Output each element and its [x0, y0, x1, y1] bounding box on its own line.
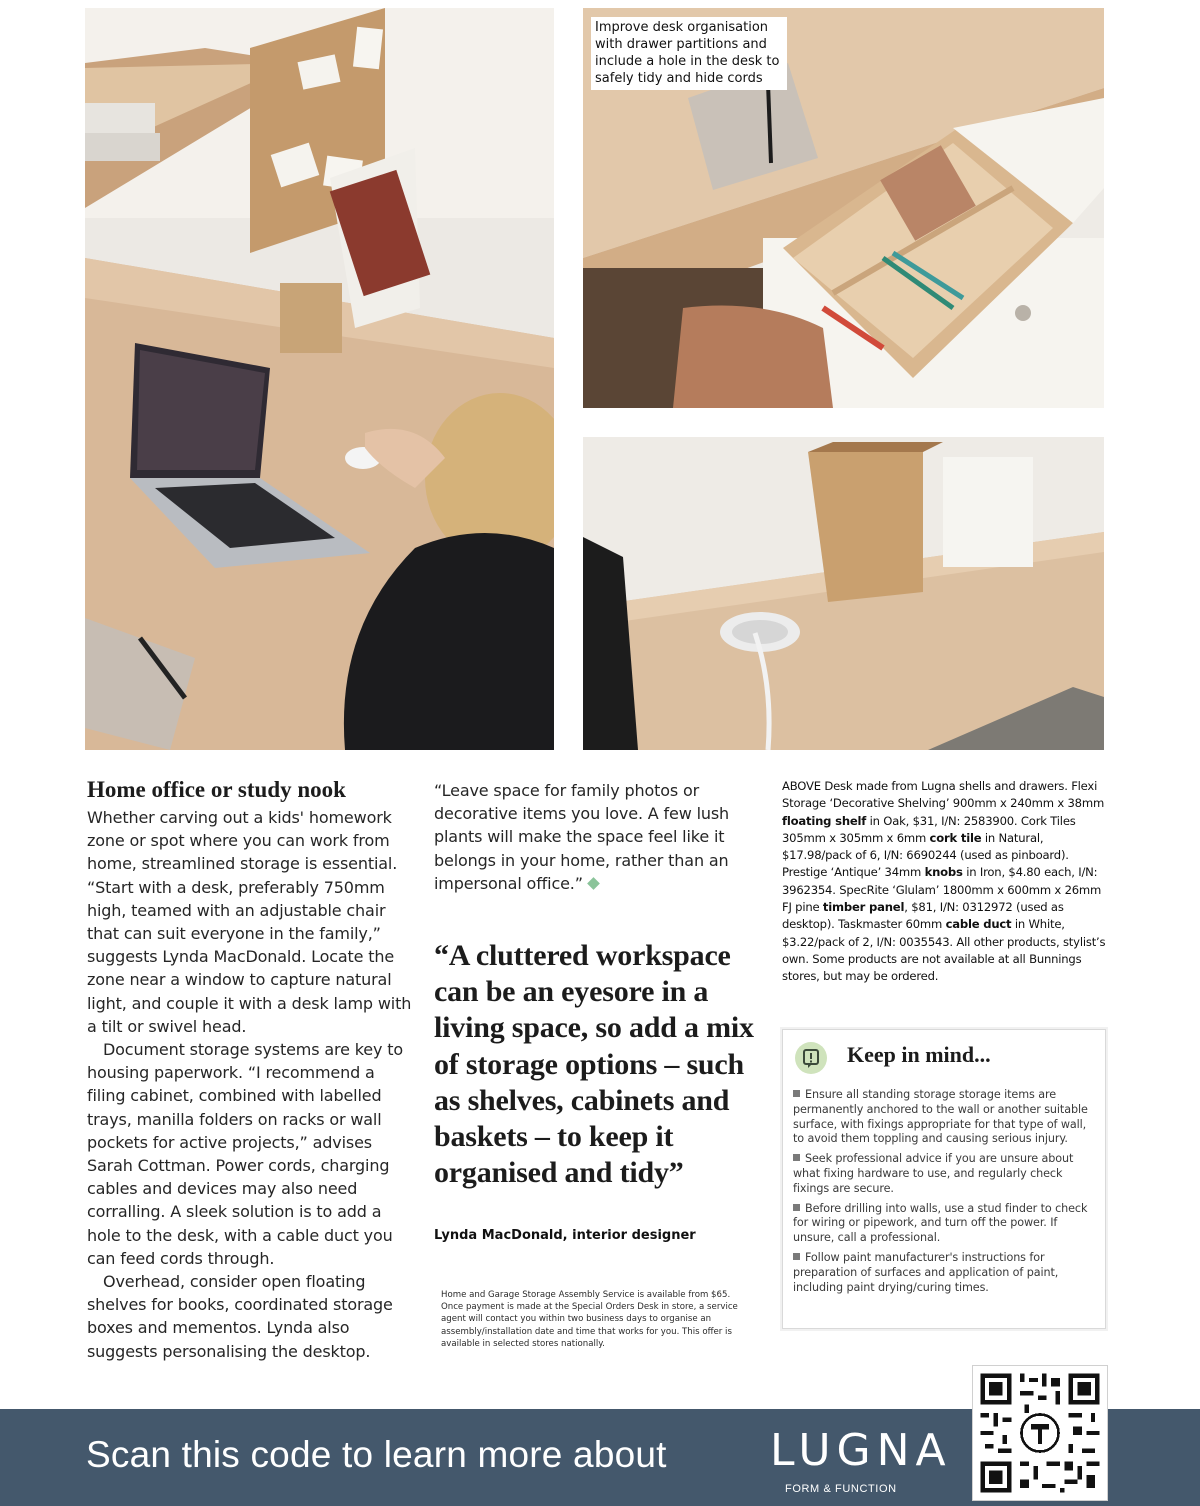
- bullet-icon: [793, 1090, 800, 1097]
- qr-code[interactable]: [973, 1366, 1107, 1500]
- bullet-icon: [793, 1204, 800, 1211]
- keep-in-mind-list: [793, 1088, 1093, 1300]
- warning-note-icon: [795, 1042, 827, 1074]
- drawer-callout: Improve desk organisation with drawer partitions and include a hole in the desk to safely tidy and hide cords: [591, 17, 787, 90]
- article-paragraph-3: Overhead, consider open floating shelves for books, coordinated storage boxes and mementos. Lynda also suggests personalising the desktop.: [87, 1272, 393, 1361]
- list-item: Ensure all standing storage storage items are permanently anchored to the wall or another suitable surface, with fixings appropriate for that type of wall, to avoid them toppling and causing serious injury.: [793, 1088, 1088, 1146]
- lugna-logo-tagline: FORM & FUNCTION: [785, 1483, 897, 1495]
- assembly-service-note: Home and Garage Storage Assembly Service is available from $65. Once payment is made at the Special Orders Desk in store, a service agent will contact you within two business days to organise an assembly/installation date and time that works for you. This offer is available in selected stores nationally.: [441, 1290, 738, 1349]
- pull-quote-attribution: Lynda MacDonald, interior designer: [434, 1228, 696, 1243]
- cable-duct-photo: [583, 437, 1104, 750]
- pull-quote: “A cluttered workspace can be an eyesore in a living space, so add a mix of storage options – such as shelves, cabinets and baskets – to keep it organised and tidy”: [434, 939, 754, 1190]
- banner-text: Scan this code to learn more about: [86, 1434, 667, 1475]
- list-item: Follow paint manufacturer's instructions for preparation of surfaces and application of paint, including paint drying/curing times.: [793, 1250, 1059, 1294]
- article-middle-column: [434, 779, 749, 895]
- bullet-icon: [793, 1154, 800, 1161]
- article-paragraph-1: Whether carving out a kids' homework zone or spot where you can work from home, streamlined storage is essential. “Start with a desk, preferably 750mm high, teamed with an adjustable chair that can suit everyone in the family,” suggests Lynda MacDonald. Locate the zone near a window to capture natural light, and couple it with a desk lamp with a tilt or swivel head.: [87, 808, 412, 1036]
- continued-quote: “Leave space for family photos or decorative items you love. A few lush plants will make the space feel like it belongs in your home, rather than an impersonal office.”: [434, 781, 730, 893]
- list-item: Seek professional advice if you are unsure about what fixing hardware to use, and regularly check fixings are secure.: [793, 1152, 1074, 1195]
- main-photo: [85, 8, 554, 750]
- product-credits: [782, 778, 1112, 986]
- article-heading: Home office or study nook: [87, 777, 346, 802]
- article-left-column: [87, 776, 412, 1363]
- lugna-logo: LUGNA: [770, 1425, 952, 1476]
- bullet-icon: [793, 1253, 800, 1260]
- article-paragraph-2: Document storage systems are key to housing paperwork. “I recommend a filing cabinet, combined with labelled trays, manilla folders on racks or wall pockets for active projects,” advises Sarah Cottman. Power cords, charging cables and devices may also need corralling. A sleek solution is to add a hole to the desk, with a cable duct you can feed cords through.: [87, 1040, 403, 1268]
- product-credits-text: ABOVE Desk made from Lugna shells and drawers. Flexi Storage ‘Decorative Shelving’ 900mm x 240mm x 38mm floating shelf in Oak, $31, I/N: 2583900. Cork Tiles 305mm x 305mm x 6mm cork tile in Natural, $17.98/pack of 6, I/N: 6690244 (used as pinboard). Prestige ‘Antique’ 34mm knobs in Iron, $4.80 each, I/N: 3962354. SpecRite ‘Glulam’ 1800mm x 600mm x 26mm FJ pine timber panel, $81, I/N: 0312972 (used as desktop). Taskmaster 60mm cable duct in White, $3.22/pack of 2, I/N: 0035543. All other products, stylist’s own. Some products are not available at all Bunnings stores, but may be ordered.: [782, 779, 1106, 984]
- keep-in-mind-box: [782, 1029, 1106, 1329]
- list-item: Before drilling into walls, use a stud finder to check for wiring or pipework, and turn off the power. If unsure, call a professional.: [793, 1201, 1088, 1245]
- keep-in-mind-title: Keep in mind...: [847, 1042, 991, 1067]
- end-mark-icon: [587, 877, 600, 890]
